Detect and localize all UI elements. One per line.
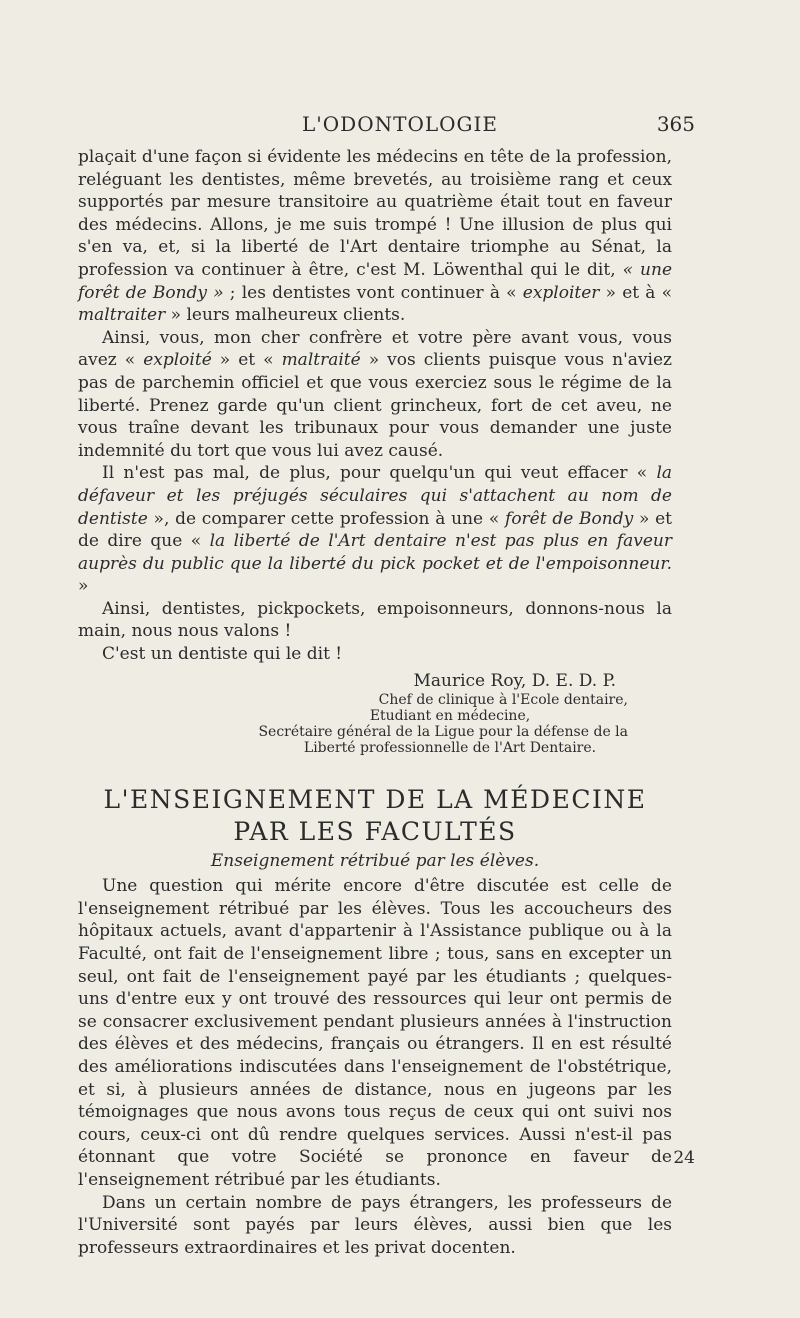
signature-line-3: Secrétaire général de la Ligue pour la défense de la xyxy=(258,723,628,740)
signature-line-2: Etudiant en médecine, xyxy=(369,707,531,724)
paragraph-1-italic-2: exploiter xyxy=(522,282,600,303)
paragraph-1-text: plaçait d'une façon si évidente les médecins en tête de la profession, reléguant les dentistes, même brevetés, au troisième rang et ceux supportés par mesure transitoire au quatrième était tout en faveur des médecins. Allons, je me suis trompé ! Une illusion de plus qui s'en va, et, si la liberté de l'Art dentaire triomphe au Sénat, la profession va continuer à être, c'est M. Löwenthal qui le dit, xyxy=(78,147,672,280)
paragraph-3-text-d: » xyxy=(78,576,89,597)
signature-mark: 24 xyxy=(673,1148,695,1168)
body-text xyxy=(78,146,672,1259)
paragraph-4: Ainsi, dentistes, pickpockets, empoisonneurs, donnons-nous la main, nous nous valons ! xyxy=(78,598,672,642)
section-paragraph-1: Une question qui mérite encore d'être discutée est celle de l'enseignement rétribué par les élèves. Tous les accoucheurs des hôpitaux actuels, avant d'appartenir à l'Assistance publique ou à la Faculté, ont fait de l'enseignement libre ; tous, sans en excepter un seul, ont fait de l'enseignement payé par les étudiants ; quelques-uns d'entre eux y ont trouvé des ressources qui leur ont permis de se consacrer exclusivement pendant plusieurs années à l'instruction des élèves et des médecins, français ou étrangers. Il en est résulté des améliorations indiscutées dans l'enseignement de l'obstétrique, et si, à plusieurs années de distance, nous en jugeons par les témoignages que nous avons tous reçus de ceux qui ont suivi nos cours, ceux-ci ont dû rendre quelques services. Aussi n'est-il pas étonnant que votre Société se prononce en faveur de l'enseignement rétribué par les étudiants. xyxy=(78,876,672,1190)
paragraph-3-text-b: », de comparer cette profession à une « xyxy=(153,508,500,529)
paragraph-1-text-c: » et à « xyxy=(605,282,673,303)
paragraph-1 xyxy=(78,146,672,327)
paragraph-2-italic-1: exploité xyxy=(143,350,212,371)
paragraph-2-text-b: » et « xyxy=(219,350,274,371)
paragraph-1-text-b: ; les dentistes vont continuer à « xyxy=(229,282,517,303)
signature-line-4: Liberté professionnelle de l'Art Dentaire. xyxy=(303,739,597,756)
paragraph-3-text-a: Il n'est pas mal, de plus, pour quelqu'un qui veut effacer « xyxy=(102,463,648,484)
section-subtitle: Enseignement rétribué par les élèves. xyxy=(210,850,540,871)
page-number: 365 xyxy=(656,112,695,136)
paragraph-2 xyxy=(78,327,672,463)
paragraph-1-italic-3: maltraiter xyxy=(78,305,166,326)
signature-line-1: Chef de clinique à l'Ecole dentaire, xyxy=(378,691,628,708)
section-title: L'ENSEIGNEMENT DE LA MÉDECINE PAR LES FACULTÉS xyxy=(103,784,647,846)
paragraph-2-text-c: » vos clients puisque vous n'aviez pas de parchemin officiel et que vous exerciez sous le régime de la liberté. Prenez garde qu'un client grincheux, fort de cet aveu, ne vous traîne devant les tribunaux pour vous demander une juste indemnité du tort que vous lui avez causé. xyxy=(78,350,672,461)
paragraph-2-italic-2: maltraité xyxy=(281,350,361,371)
section-paragraph-2: Dans un certain nombre de pays étrangers, les professeurs de l'Université sont payés par leurs élèves, aussi bien que les professeurs extraordinaires et les privat docenten. xyxy=(78,1192,672,1258)
signature-block xyxy=(78,670,672,756)
paragraph-3 xyxy=(78,462,672,598)
paragraph-2-text-a: Ainsi, vous, mon cher confrère et votre père avant vous, vous avez « xyxy=(78,327,672,371)
running-title: L'ODONTOLOGIE xyxy=(302,112,498,136)
paragraph-5: C'est un dentiste qui le dit ! xyxy=(102,644,343,665)
paragraph-3-text-c: » et de dire que « xyxy=(78,508,673,552)
paragraph-1-text-d: » leurs malheureux clients. xyxy=(170,305,406,326)
paragraph-3-italic-2: forêt de Bondy xyxy=(505,508,634,529)
paragraph-1-italic-1: « une forêt de Bondy » xyxy=(78,259,672,303)
signature-name: Maurice Roy, D. E. D. P. xyxy=(413,670,616,691)
paragraph-3-italic-3: la liberté de l'Art dentaire n'est pas plus en faveur auprès du public que la liberté du pick pocket et de l'empoisonneur. xyxy=(78,531,673,574)
paragraph-3-italic-1: la défaveur et les préjugés séculaires qui s'attachent au nom de dentiste xyxy=(78,463,673,529)
